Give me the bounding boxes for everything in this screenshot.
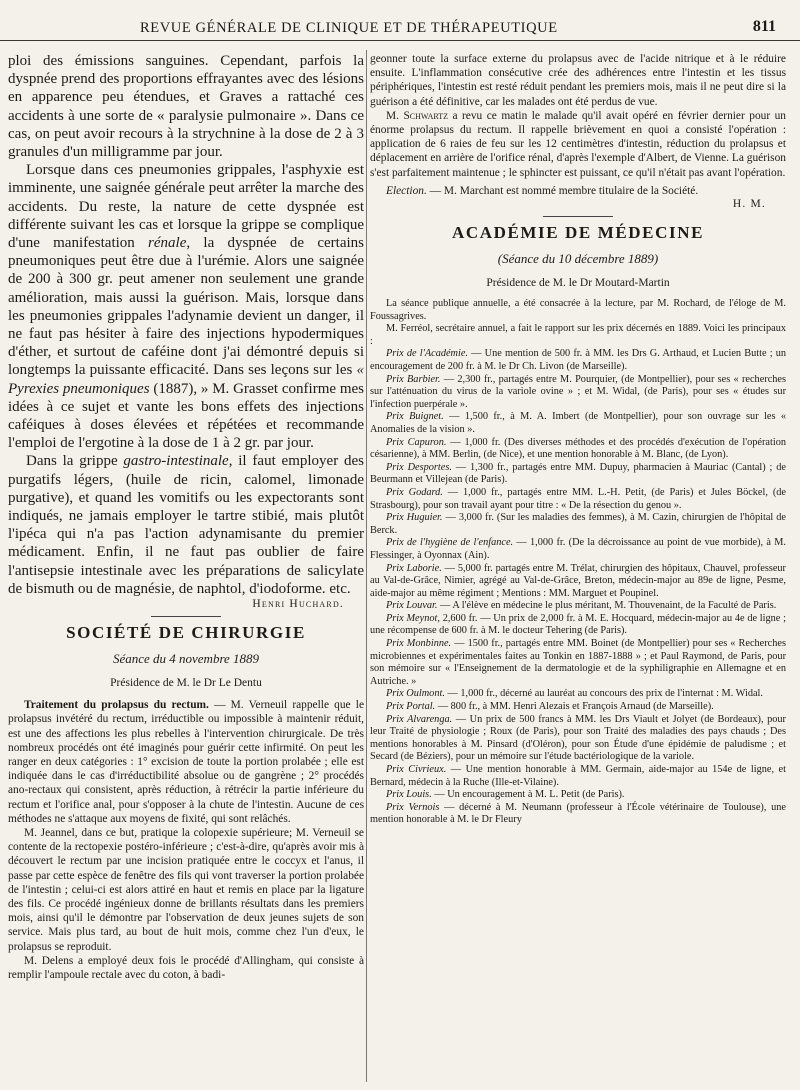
presidence-line: Présidence de M. le Dr Le Dentu — [110, 677, 262, 690]
section-rule-2 — [543, 216, 613, 217]
left-column — [8, 52, 364, 1082]
prize-entry: Prix Monbinne. — 1500 fr., partagés entre MM. Boinet (de Montpellier) pour ses « Recherches microbiennes et expérimentales faites au Tonkin en 1887-1888 » ; et Paul Raymond, de Paris, pour son mémoire sur « l'Enseignement de la dermatologie et de la syphiligraphie en Allemagne et en Autriche. » — [370, 638, 786, 687]
prize-entry: Prix Buignet. — 1,500 fr., à M. A. Imbert (de Montpellier), pour son ouvrage sur les « Anomalies de la vision ». — [370, 411, 786, 435]
paragraph-rapport-prix: M. Ferréol, secrétaire annuel, a fait le rapport sur les prix décernés en 1889. Voici les principaux : — [370, 323, 786, 347]
section-rule — [151, 616, 221, 617]
prize-entry: Prix Desportes. — 1,300 fr., partagés entre MM. Dupuy, pharmacien à Mauriac (Cantal) ; de Beurmann et Villejean (de Paris). — [370, 461, 786, 486]
paragraph-dyspnee: ploi des émissions sanguines. Cependant, parfois la dyspnée prend des proportions effrayantes avec des lésions en apparence peu étendues, et Graves a rattaché ces accidents à une sorte de « paralysie pulmonaire ». Dans ce cas, on peut avoir recours à la strychnine à la dose de 2 à 3 granules d'un milligramme par jour. — [8, 53, 364, 161]
paragraph-election: Election. — M. Marchant est nommé membre titulaire de la Société. — [386, 184, 699, 197]
author-signature: Henri Huchard. — [252, 598, 344, 611]
prize-entry: Prix Capuron. — 1,000 fr. (Des diverses méthodes et des procédés d'exécution de l'opération césarienne), à MM. Berlin, (de Nice), et une mention honorable à M. Blanc, (de Lyon). — [370, 436, 786, 461]
initials-signature: H. M. — [732, 198, 766, 211]
session-date-academie: (Séance du 10 décembre 1889) — [497, 251, 659, 267]
prize-entry: Prix Oulmont. — 1,000 fr., décerné au lauréat au concours des prix de l'internat : M. Widal. — [386, 688, 763, 700]
prize-entry: Prix Louis. — Un encouragement à M. L. Petit (de Paris). — [386, 789, 625, 801]
presidence-line-academie: Présidence de M. le Dr Moutard-Martin — [486, 277, 670, 290]
prize-entry: Prix de l'Académie. — Une mention de 500 fr. à MM. les Drs G. Arthaud, et Lucien Butte ; un encouragement de 200 fr. à M. le Dr Ch. Livon (de Marseille). — [370, 348, 786, 372]
prize-entry: Prix Barbier. — 2,300 fr., partagés entre M. Pourquier, (de Montpellier), pour ses « recherches sur l'atténuation du virus de la variole ovine » ; et M. Widal, (de Paris), pour ses « études sur l'infection puerpérale ». — [370, 373, 786, 410]
prize-entry: Prix Portal. — 800 fr., à MM. Henri Alezais et François Arnaud (de Marseille). — [386, 701, 714, 713]
prize-entry: Prix Godard. — 1,000 fr., partagés entre MM. L.-H. Petit, (de Paris) et Jules Böckel, (de Strasbourg), pour son travail ayant pour titre : « De la résection du genou ». — [370, 486, 786, 511]
paragraph-seance-publique: La séance publique annuelle, a été consacrée à la lecture, par M. Rochard, de l'éloge de M. Foussagrives. — [370, 298, 786, 322]
running-header — [0, 14, 800, 41]
prize-entry: Prix Civrieux. — Une mention honorable à MM. Germain, aide-major au 154e de ligne, et Bernard, médecin à la Ruche (Ille-et-Vilaine). — [370, 764, 786, 788]
paragraph-jeannel: M. Jeannel, dans ce but, pratique la colopexie supérieure; M. Verneuil se contente de la rectopexie postéro-inférieure ; c'est-à-dire, qu'après avoir mis à découvert le rectum par une incision pratiquée entre le coccyx et l'anus, il passe par cette espèce de fenêtre des fils qui vont traverser la portion prolabée de l'intestin ; celui-ci est alors attiré en haut et remis en place par la ligature des fils. Ce procédé ingénieux donne de brillants résultats dans les premiers mois, ainsi qu'il le démontre par l'observation de deux jeunes sujets de son service. Mais plus tard, au bout de huit mois, comme chez l'un d'eux, le prolapsus se reproduit. — [8, 826, 364, 953]
column-divider — [366, 50, 367, 1082]
session-date: Séance du 4 novembre 1889 — [112, 651, 260, 667]
prize-entry: Prix Alvarenga. — Un prix de 500 francs à MM. les Drs Viault et Jolyet (de Bordeaux), pour leur Traité de physiologie ; Roux (de Paris), pour son Traité des maladies des pays chauds ; Des mentions honorables à M. Pinsard (d'Oléron), pour son Étude d'une épidémie de paludisme ; et Secard (de Béziers), pour un mémoire sur l'étude bactériologique de la variole. — [370, 713, 786, 763]
prize-list — [370, 348, 786, 827]
section-title-societe-chirurgie: SOCIÉTÉ DE CHIRURGIE — [66, 623, 306, 643]
paragraph-delens: M. Delens a employé deux fois le procédé d'Allingham, qui consiste à remplir l'ampoule rectale avec du coton, à badi- — [8, 954, 364, 981]
prize-entry: Prix Meynot, 2,600 fr. — Un prix de 2,000 fr. à M. E. Hocquard, médecin-major au 4e de ligne ; une récompense de 600 fr. à M. le docteur Tehering (de Paris). — [370, 612, 786, 637]
prize-entry: Prix de l'hygiène de l'enfance. — 1,000 fr. (De la décroissance au point de vue morbide), à M. Flessinger, à Oyonnax (Ain). — [370, 537, 786, 561]
paragraph-prolapsus: Traitement du prolapsus du rectum. — M. Verneuil rappelle que le prolapsus invétéré du rectum, irréductible ou impossible à maintenir réduit, est une des affections les plus rebelles à l'intervention chirurgicale. De très nombreux procédés ont été imaginés pour guérir cette infirmité. On peut les ranger en deux catégories : 1° excision de toute la portion prolabée ; elle est indiquée dans le cas d'irréductibilité absolue ou de gangrène ; 2° procédés ano-rectaux qui consistent, après réduction, à rétrécir la partie inférieure du rectum et l'orifice anal, pour s'opposer à la chute de l'intestin. Aucune de ces méthodes ne s'attaque aux moyens de fixité, qui sont relâchés. — [8, 699, 364, 825]
prize-entry: Prix Laborie. — 5,000 fr. partagés entre M. Trélat, chirurgien des hôpitaux, Chauvel, professeur au Val-de-Grâce, Nimier, agrégé au Val-de-Grâce, Breton, médecin-major au 89e de ligne, Pesme, aide-major au même régiment ; Mentions : MM. Marguet et Poupinel. — [370, 562, 786, 599]
paragraph-grippe-gastro-intestinale: Dans la grippe gastro-intestinale, il faut employer des purgatifs légers, (huile de ricin, calomel, limonade purgative), et quand les vomitifs ou les expectorants sont indiqués, ne jamais employer le tartre stibié, mais plutôt l'ipéca qui n'a pas l'action adynamisante du premier médicament. Enfin, il ne faut pas oublier de faire l'antisepsie intestinale avec les préparations de salicylate de bismuth ou de magnésie, de naphtol, d'iodoforme. etc. — [8, 453, 364, 597]
prize-entry: Prix Vernois — décerné à M. Neumann (professeur à l'École vétérinaire de Toulouse), une mention honorable à M. le Dr Fleury — [370, 801, 786, 826]
journal-title: REVUE GÉNÉRALE DE CLINIQUE ET DE THÉRAPEUTIQUE — [140, 20, 558, 36]
section-title-academie-medecine: ACADÉMIE DE MÉDECINE — [451, 223, 705, 243]
page-number: 811 — [752, 18, 776, 35]
right-column — [370, 52, 786, 1082]
paragraph-schwartz: M. Schwartz a revu ce matin le malade qu'il avait opéré en février dernier pour un énorme prolapsus du rectum. Il rappelle brièvement en quoi a consisté l'opération : application de 6 raies de feu sur les 12 centimètres d'intestin, réduction du prolapsus et déplacement en arrière de l'orifice rénal, d'après l'exemple d'Albert, de Vienne. La guérison s'est parfaitement maintenue ; le sphincter est puissant, ce qu'il n'était pas avant l'opération. — [370, 109, 786, 179]
prize-entry: Prix Huguier. — 3,000 fr. (Sur les maladies des femmes), à M. Cazin, chirurgien de l'hôpital de Berck. — [370, 512, 786, 536]
paragraph-pneumonies-grippales: Lorsque dans ces pneumonies grippales, l'asphyxie est imminente, une saignée générale peut arrêter la marche des accidents. Du reste, la nature de cette dyspnée est différente suivant les cas et lorsque la grippe se complique d'une manifestation rénale, la dyspnée de certains pneumoniques peut être due à l'urémie. Alors une saignée de 200 à 300 gr. peut amener non seulement une grande amélioration, mais aussi la guérison. Mais, lorsque dans les pneumonies grippales l'adynamie devient un danger, il ne faut pas hésiter à faire des injections hypodermiques d'éther, et surtout de caféine dont j'ai démontré depuis si longtemps la puissante efficacité. Dans ses leçons sur les « Pyrexies pneumoniques (1887), » M. Grasset confirme mes idées à ce sujet et vante les bons effets des injections caféiques à doses élevées et répétées et recommande l'emploi de l'ergotine à la dose de 1 à 2 gr. par jour. — [8, 162, 364, 452]
prize-entry: Prix Louvar. — A l'élève en médecine le plus méritant, M. Thouvenaint, de la Faculté de Paris. — [386, 600, 777, 612]
paragraph-acide-nitrique: geonner toute la surface externe du prolapsus avec de l'acide nitrique et à le réduire ensuite. L'inflammation consécutive crée des adhérences entre l'intestin et les tissus périphériques, l'intestin est resté réduit pendant les premiers mois, mais il ne peut dire si la guérison a été définitive, car les malades ont été perdus de vue. — [370, 53, 786, 108]
